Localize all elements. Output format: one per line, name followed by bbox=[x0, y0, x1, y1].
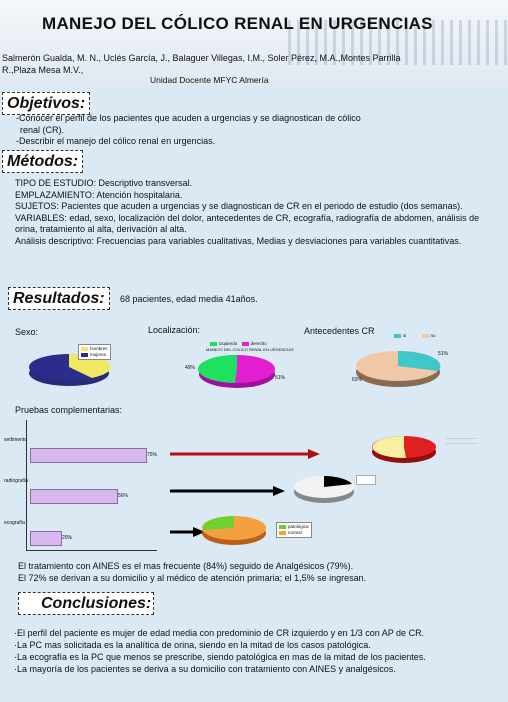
bar-value-sedimento: 75% bbox=[147, 452, 158, 458]
objetivos-text: -Conocer el perfil de los pacientes que acuden a urgencias y se diagnostican de cólico renal (CR). -Describir el manejo del cólico renal en urgencias. bbox=[16, 113, 361, 146]
ant-value-left: 63% bbox=[352, 377, 363, 383]
ant-legend: si no bbox=[392, 332, 438, 340]
poster-title: MANEJO DEL CÓLICO RENAL EN URGENCIAS bbox=[42, 14, 433, 33]
bar-radiografia bbox=[30, 489, 118, 504]
bar-ecografia bbox=[30, 531, 62, 546]
loc-value-right: 51% bbox=[275, 375, 286, 381]
conclusion-item: ·El perfil del paciente es mujer de edad media con predominio de CR izquierdo y en 1/3 con AP de CR. bbox=[14, 628, 425, 638]
ant-value-right: 51% bbox=[438, 351, 449, 357]
bar-label-radiografia: radiografía bbox=[4, 478, 28, 484]
tratamiento-text: El tratamiento con AINES es el mas frecuente (84%) seguido de Analgésicos (79%). El 72% se derivan a su domicilio y al médico de atención primaria; el 1,5% se ingresan. bbox=[18, 561, 367, 583]
sexo-label: Sexo: bbox=[15, 327, 39, 337]
bar-value-ecografia: 20% bbox=[62, 535, 73, 541]
resultados-summary: 68 pacientes, edad media 41años. bbox=[120, 294, 258, 304]
radiografia-pie bbox=[286, 472, 366, 506]
loc-value-left: 49% bbox=[185, 365, 196, 371]
loc-legend: izquierdo derecho bbox=[208, 340, 269, 348]
conclusion-item: ·La ecografía es la PC que menos se prescribe, siendo patológica en mas de la mitad de los pacientes. bbox=[14, 652, 426, 662]
authors: Salmerón Gualda, M. N., Uclés García, J., Balaguer Villegas, I.M., Soler Pérez, M.A.,Montes Parrilla R.,Plaza Mesa M.V., bbox=[2, 53, 401, 75]
localizacion-label: Localización: bbox=[148, 325, 201, 335]
unit: Unidad Docente MFYC Almería bbox=[150, 75, 269, 85]
sedimento-pie-legend bbox=[446, 434, 476, 444]
bar-label-sedimento: sedimento bbox=[4, 437, 28, 443]
ecografia-pie bbox=[196, 512, 276, 548]
metodos-heading: Métodos: bbox=[2, 150, 83, 173]
loc-chart-title: MANEJO DEL COLICO RENAL EN URGENCIAS bbox=[206, 347, 294, 352]
objetivos-heading: Objetivos: bbox=[2, 92, 90, 115]
localizacion-pie-chart bbox=[192, 350, 282, 395]
sexo-legend: hombres mujeres bbox=[78, 344, 111, 360]
bar-label-ecografia: ecografía bbox=[4, 520, 25, 526]
conclusiones-heading: Conclusiones: bbox=[18, 592, 154, 615]
bar-sedimento bbox=[30, 448, 147, 463]
resultados-heading: Resultados: bbox=[8, 287, 110, 310]
bar-value-radiografia: 56% bbox=[118, 493, 129, 499]
pruebas-label: Pruebas complementarias: bbox=[15, 405, 123, 415]
conclusion-item: ·La mayoría de los pacientes se deriva a su domicilio con tratamiento con AINES y analgésicos. bbox=[14, 664, 396, 674]
conclusion-item: ·La PC mas solicitada es la analítica de orina, siendo en la mitad de los casos patológica. bbox=[14, 640, 371, 650]
antecedentes-pie-chart bbox=[348, 344, 448, 392]
conclusiones-list bbox=[14, 627, 504, 675]
sedimento-pie bbox=[366, 432, 446, 466]
metodos-text: TIPO DE ESTUDIO: Descriptivo transversal. EMPLAZAMIENTO: Atención hospitalaria. SUJETOS: Pacientes que acuden a urgencias y se diagnostican de CR en el periodo de estudio (dos semanas). VARIABLES: edad, sexo, localización del dolor, antecedentes de CR, ecografía, radiografía de abdomen, análisis de orina, tratamiento al alta, derivación al alta. Análisis descriptivo: Frecuencias para variables cualitativas, Medias y desviaciones para variables cuantitativas. bbox=[15, 178, 480, 246]
antecedentes-label: Antecedentes CR bbox=[304, 326, 375, 336]
ecografia-legend: patológica normal bbox=[276, 522, 312, 538]
radiografia-pie-legend bbox=[356, 475, 376, 485]
